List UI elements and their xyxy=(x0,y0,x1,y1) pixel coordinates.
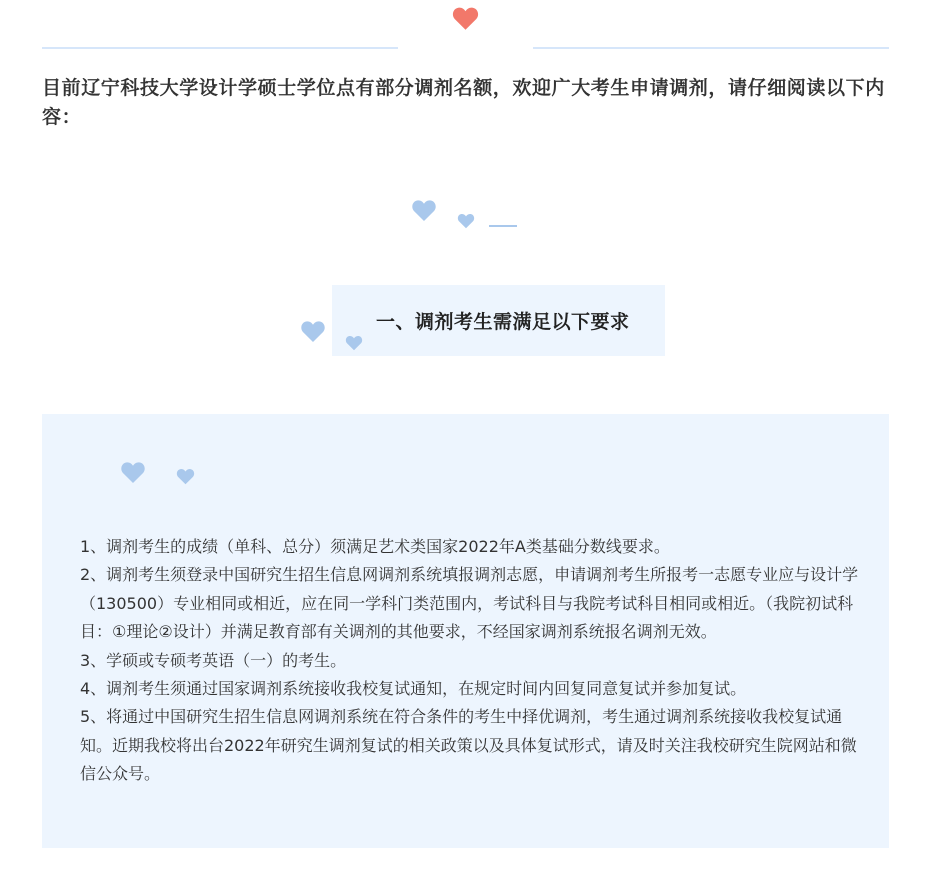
heart-icon xyxy=(452,6,479,31)
decorative-dash xyxy=(489,225,517,227)
requirements-list xyxy=(80,533,860,789)
heart-icon xyxy=(345,335,363,351)
heart-icon xyxy=(120,461,146,484)
intro-text: 目前辽宁科技大学设计学硕士学位点有部分调剂名额，欢迎广大考生申请调剂，请仔细阅读以下内容： xyxy=(42,77,885,128)
top-divider-left xyxy=(42,47,398,49)
requirement-item: 5、将通过中国研究生招生信息网调剂系统在符合条件的考生中择优调剂，考生通过调剂系统接收我校复试通知。近期我校将出台2022年研究生调剂复试的相关政策以及具体复试形式，请及时关注我校研究生院网站和微信公众号。 xyxy=(80,707,857,784)
heart-icon xyxy=(457,213,475,229)
section-title: 一、调剂考生需满足以下要求 xyxy=(376,311,630,333)
top-divider-right xyxy=(533,47,889,49)
requirement-item: 2、调剂考生须登录中国研究生招生信息网调剂系统填报调剂志愿，申请调剂考生所报考一志愿专业应与设计学（130500）专业相同或相近，应在同一学科门类范围内，考试科目与我院考试科目相同或相近。（我院初试科目：①理论②设计）并满足教育部有关调剂的其他要求，不经国家调剂系统报名调剂无效。 xyxy=(80,565,859,642)
heart-icon xyxy=(176,468,195,485)
requirement-item: 3、学硕或专硕考英语（一）的考生。 xyxy=(80,650,347,670)
requirement-item: 1、调剂考生的成绩（单科、总分）须满足艺术类国家2022年A类基础分数线要求。 xyxy=(80,537,670,556)
heart-icon xyxy=(411,199,437,222)
requirement-item: 4、调剂考生须通过国家调剂系统接收我校复试通知，在规定时间内回复同意复试并参加复试。 xyxy=(80,679,747,699)
heart-icon xyxy=(300,320,326,343)
